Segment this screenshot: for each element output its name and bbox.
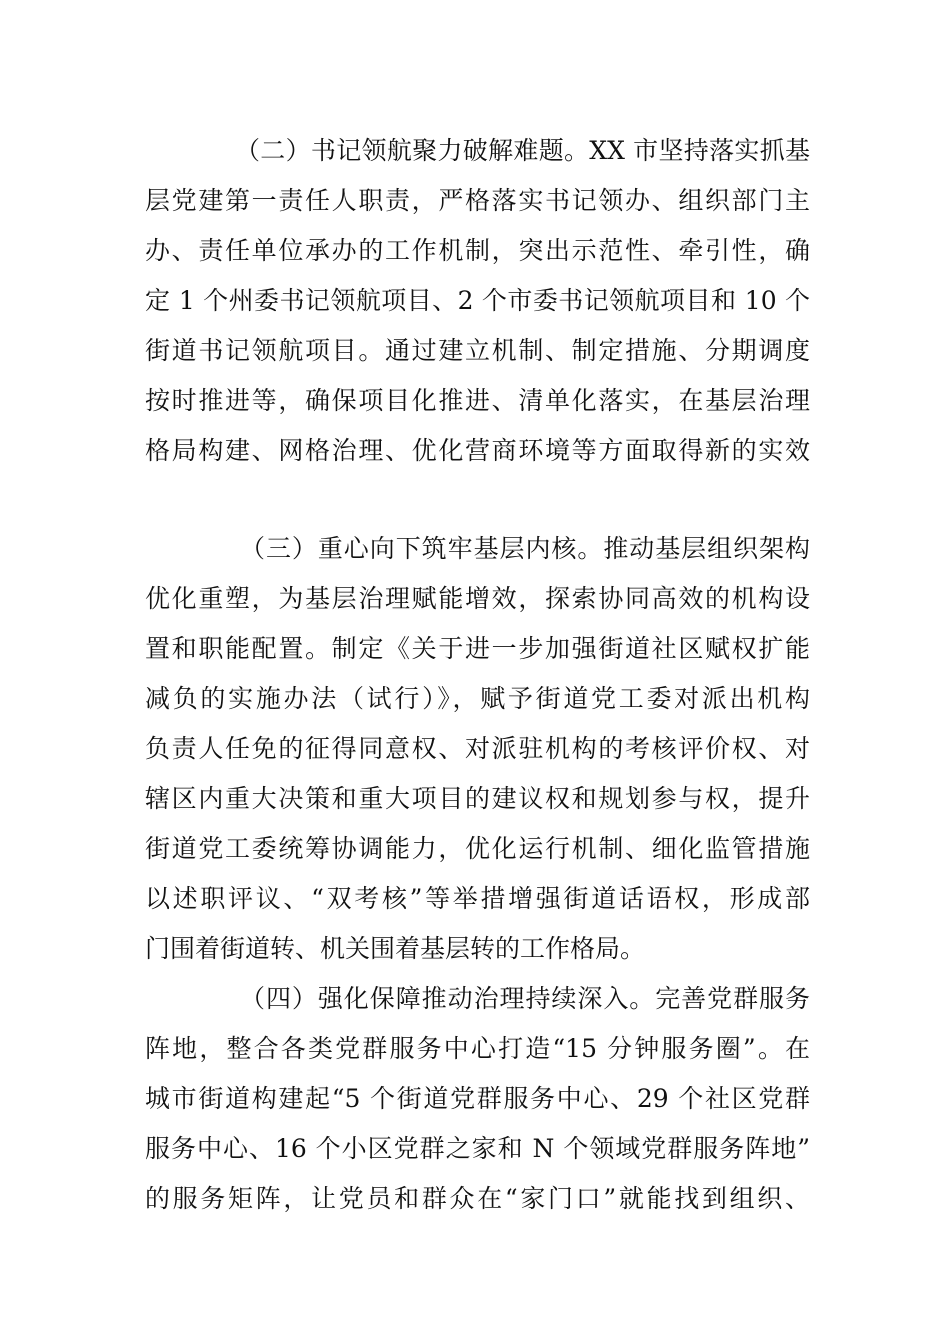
- paragraph-3-line-3: 置和职能配置。制定《关于进一步加强街道社区赋权扩能: [145, 634, 810, 663]
- paragraph-4-line-5: 的服务矩阵，让党员和群众在“家门口”就能找到组织、: [145, 1184, 810, 1213]
- paragraph-2-line-5: 街道书记领航项目。通过建立机制、制定措施、分期调度: [145, 336, 810, 365]
- paragraph-4-line-2: 阵地，整合各类党群服务中心打造“15 分钟服务圈”。在: [145, 1034, 810, 1063]
- paragraph-3-line-1: （三）重心向下筑牢基层内核。推动基层组织架构: [240, 534, 810, 563]
- paragraph-2-line-1: （二）书记领航聚力破解难题。XX 市坚持落实抓基: [235, 136, 810, 165]
- paragraph-4-line-4: 服务中心、16 个小区党群之家和 N 个领域党群服务阵地”: [145, 1134, 810, 1163]
- paragraph-2-line-7: 格局构建、网格治理、优化营商环境等方面取得新的实效: [145, 436, 810, 465]
- paragraph-4-line-3: 城市街道构建起“5 个街道党群服务中心、29 个社区党群: [145, 1084, 810, 1113]
- paragraph-3-line-7: 街道党工委统筹协调能力，优化运行机制、细化监管措施: [145, 834, 810, 863]
- paragraph-2-line-3: 办、责任单位承办的工作机制，突出示范性、牵引性，确: [145, 236, 810, 265]
- paragraph-2-line-4: 定 1 个州委书记领航项目、2 个市委书记领航项目和 10 个: [145, 286, 810, 315]
- paragraph-3-line-4: 减负的实施办法（试行）》，赋予街道党工委对派出机构: [145, 684, 810, 713]
- paragraph-3-line-5: 负责人任免的征得同意权、对派驻机构的考核评价权、对: [145, 734, 810, 763]
- paragraph-3-line-2: 优化重塑，为基层治理赋能增效，探索协同高效的机构设: [145, 584, 810, 613]
- paragraph-2-line-6: 按时推进等，确保项目化推进、清单化落实，在基层治理: [145, 386, 810, 415]
- paragraph-4-line-1: （四）强化保障推动治理持续深入。完善党群服务: [240, 984, 810, 1013]
- paragraph-2-line-2: 层党建第一责任人职责，严格落实书记领办、组织部门主: [145, 186, 810, 215]
- paragraph-3-line-8: 以述职评议、“双考核”等举措增强街道话语权，形成部: [145, 884, 810, 913]
- paragraph-3-line-6: 辖区内重大决策和重大项目的建议权和规划参与权，提升: [145, 784, 810, 813]
- paragraph-3-line-9: 门围着街道转、机关围着基层转的工作格局。: [145, 934, 646, 963]
